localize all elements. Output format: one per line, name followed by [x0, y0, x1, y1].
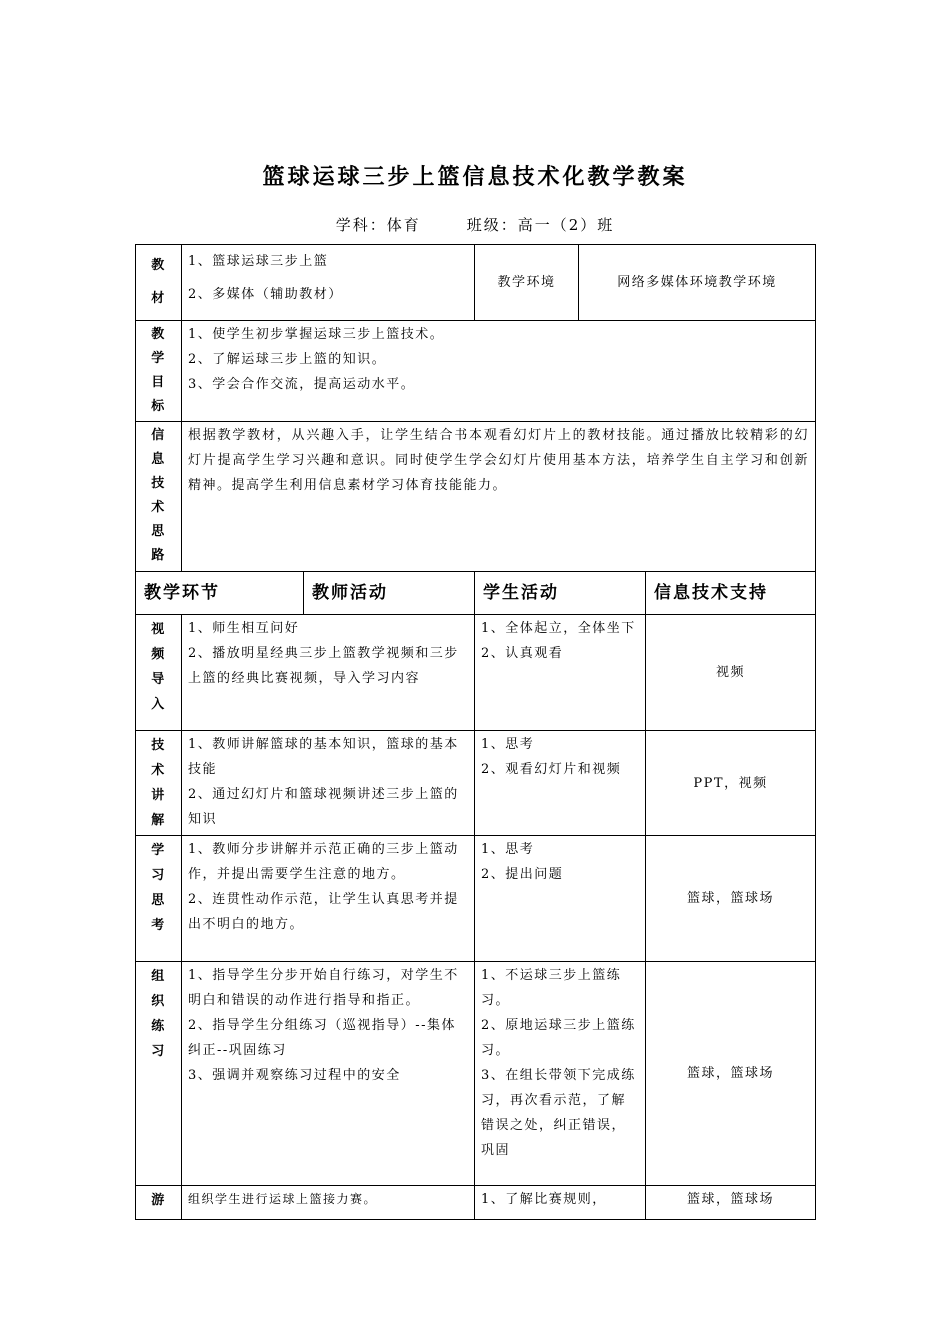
material-items [182, 245, 475, 321]
teacher-item: 1、师生相互问好 [188, 621, 300, 636]
label-char: 教 [151, 327, 166, 342]
label-char: 习 [151, 1044, 166, 1059]
goals-row [136, 321, 816, 422]
label-char: 学 [151, 351, 166, 366]
label-char: 信 [151, 428, 166, 443]
label-char: 习 [151, 868, 166, 883]
student-item: 3、在组长带领下完成练习，再次看示范，了解错误之处，纠正错误，巩固 [481, 1068, 636, 1158]
label-char: 考 [151, 918, 166, 933]
teacher-item: 2、指导学生分组练习（巡视指导）--集体纠正--巩固练习 [188, 1018, 457, 1058]
ideas-text: 根据教学教材，从兴趣入手，让学生结合书本观看幻灯片上的教材技能。通过播放比较精彩的幻灯片提高学生学习兴趣和意识。同时使学生学会幻灯片使用基本方法，培养学生自主学习和创新精神。提高学生利用信息素材学习体育技能能力。 [182, 422, 816, 572]
section-header-row [136, 572, 816, 615]
label-char: 标 [151, 399, 166, 414]
teacher-item: 1、教师讲解篮球的基本知识，篮球的基本技能 [188, 737, 459, 777]
it-support: 视频 [646, 615, 816, 731]
material-label [136, 245, 182, 321]
goals-items [182, 321, 816, 422]
stage-label [136, 731, 182, 836]
label-char: 讲 [151, 788, 166, 803]
label-char: 解 [151, 813, 166, 828]
label-char: 组 [151, 969, 166, 984]
label-char: 术 [151, 500, 166, 515]
label-char: 频 [151, 647, 166, 662]
student-item: 1、不运球三步上篮练习。 [481, 968, 622, 1008]
label-char: 路 [151, 548, 166, 563]
ideas-label [136, 422, 182, 572]
material-item: 2、多媒体（辅助教材） [188, 287, 343, 302]
header-support: 信息技术支持 [646, 572, 816, 615]
teacher-activity [182, 731, 475, 836]
student-item: 1、全体起立，全体坐下 [481, 621, 636, 636]
activity-row [136, 615, 816, 731]
student-activity [475, 731, 646, 836]
student-activity [475, 962, 646, 1186]
label-char: 技 [151, 738, 166, 753]
student-item: 2、提出问题 [481, 867, 564, 882]
student-item: 2、认真观看 [481, 646, 564, 661]
header-teacher: 教师活动 [304, 572, 475, 615]
teacher-activity [182, 1186, 475, 1220]
document-title: 篮球运球三步上篮信息技术化教学教案 [262, 164, 688, 190]
stage-label [136, 1186, 182, 1220]
lesson-plan-table [135, 244, 815, 1220]
goals-label [136, 321, 182, 422]
label-char: 技 [151, 476, 166, 491]
material-item: 1、篮球运球三步上篮 [188, 254, 329, 269]
env-label: 教学环境 [475, 245, 579, 321]
student-item: 1、了解比赛规则， [481, 1192, 607, 1207]
header-stage: 教学环节 [136, 572, 304, 615]
activity-row [136, 962, 816, 1186]
label-char: 息 [151, 452, 166, 467]
goal-item: 2、了解运球三步上篮的知识。 [188, 352, 387, 367]
it-support: 篮球，篮球场 [646, 1186, 816, 1220]
teacher-item: 2、连贯性动作示范，让学生认真思考并提出不明白的地方。 [188, 892, 459, 932]
student-item: 2、原地运球三步上篮练习。 [481, 1018, 636, 1058]
material-row [136, 245, 816, 321]
student-item: 1、思考 [481, 737, 535, 752]
teacher-item: 3、强调并观察练习过程中的安全 [188, 1068, 401, 1083]
goal-item: 1、使学生初步掌握运球三步上篮技术。 [188, 327, 445, 342]
it-support: 篮球，篮球场 [646, 962, 816, 1186]
teacher-item: 组织学生进行运球上篮接力赛。 [188, 1192, 378, 1206]
label-char: 目 [151, 375, 166, 390]
stage-label [136, 962, 182, 1186]
label-char: 思 [151, 893, 166, 908]
class-label: 班级：高一（2）班 [466, 216, 615, 234]
teacher-activity [182, 962, 475, 1186]
label-char: 导 [151, 672, 166, 687]
material-label-text [136, 247, 181, 315]
student-activity [475, 836, 646, 962]
stage-label [136, 615, 182, 731]
subject-label: 学科：体育 [335, 216, 421, 234]
label-char: 织 [151, 994, 166, 1009]
student-activity [475, 615, 646, 731]
teacher-item: 1、教师分步讲解并示范正确的三步上篮动作，并提出需要学生注意的地方。 [188, 842, 459, 882]
label-char: 术 [151, 763, 166, 778]
stage-label [136, 836, 182, 962]
teacher-item: 1、指导学生分步开始自行练习，对学生不明白和错误的动作进行指导和指正。 [188, 968, 459, 1008]
label-char: 入 [151, 697, 166, 712]
teacher-activity [182, 836, 475, 962]
header-student: 学生活动 [475, 572, 646, 615]
activity-row [136, 836, 816, 962]
activity-row [136, 1186, 816, 1220]
teacher-item: 2、通过幻灯片和篮球视频讲述三步上篮的知识 [188, 787, 459, 827]
student-item: 2、观看幻灯片和视频 [481, 762, 622, 777]
label-char: 教 [151, 258, 166, 273]
student-activity [475, 1186, 646, 1220]
label-char: 游 [151, 1193, 166, 1208]
activity-row [136, 731, 816, 836]
it-support: PPT，视频 [646, 731, 816, 836]
label-char: 思 [151, 524, 166, 539]
label-char: 视 [151, 622, 166, 637]
label-char: 练 [151, 1019, 166, 1034]
label-char: 材 [151, 291, 166, 306]
goal-item: 3、学会合作交流，提高运动水平。 [188, 377, 416, 392]
it-support: 篮球，篮球场 [646, 836, 816, 962]
ideas-row [136, 422, 816, 572]
label-char: 学 [151, 843, 166, 858]
teacher-item: 2、播放明星经典三步上篮教学视频和三步上篮的经典比赛视频，导入学习内容 [188, 646, 459, 686]
student-item: 1、思考 [481, 842, 535, 857]
teacher-activity [182, 615, 475, 731]
env-value: 网络多媒体环境教学环境 [579, 245, 816, 321]
subtitle [0, 214, 950, 235]
